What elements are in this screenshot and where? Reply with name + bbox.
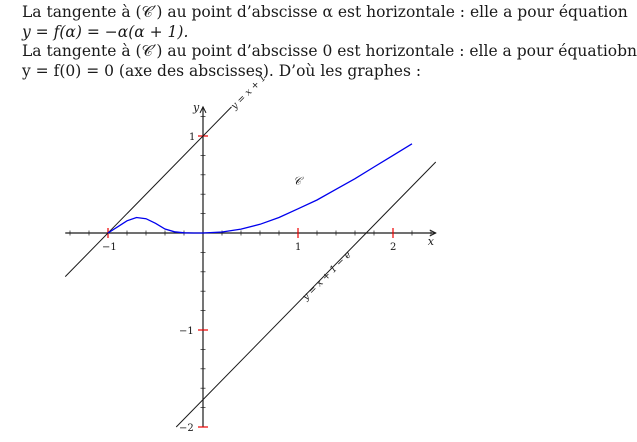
asymptote-line-1 [65, 107, 231, 277]
asymptote-label-1: y = x + 1 [229, 72, 269, 112]
x-axis-label: x [427, 235, 434, 248]
minor-ticks [70, 117, 431, 427]
x-tick-label: 1 [295, 242, 302, 253]
y-tick-label: −2 [179, 423, 194, 434]
text-line-1: La tangente à (𝒞′) au point d’abscisse α est horizontale : elle a pour équation [22, 3, 628, 21]
x-tick-label: −1 [102, 242, 117, 253]
curve-c [108, 144, 412, 233]
x-tick-label: 2 [390, 242, 397, 253]
y-axis-label: y [193, 100, 200, 114]
asymptote-lines [65, 72, 436, 427]
text-line-2: y = f(α) = −α(α + 1). [22, 22, 189, 41]
curve-label: 𝒞 [293, 174, 302, 188]
text-line-3: La tangente à (𝒞′) au point d’abscisse 0 est horizontale : elle a pour équatiobn [22, 42, 637, 60]
major-ticks [102, 132, 396, 434]
text-line-4: y = f(0) = 0 (axe des abscisses). D’où les graphes : [22, 61, 422, 80]
y-tick-label: −1 [179, 326, 194, 337]
y-tick-label: 1 [189, 132, 196, 143]
asymptote-label-2: y = x + 1 − e [300, 249, 354, 303]
